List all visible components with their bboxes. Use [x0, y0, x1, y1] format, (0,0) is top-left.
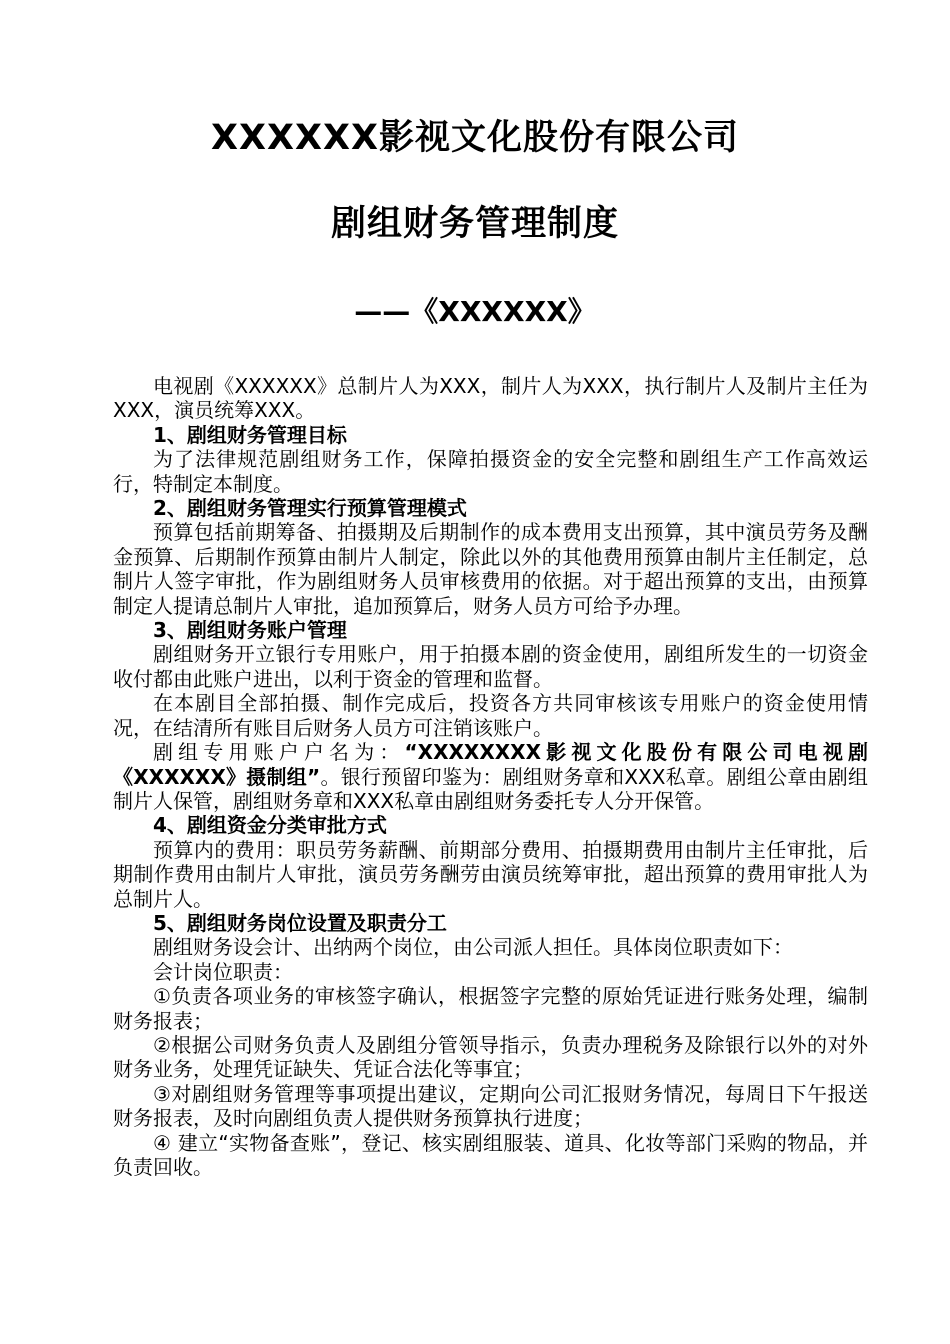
section-5-heading: 5、剧组财务岗位设置及职责分工 — [153, 910, 447, 935]
document-subtitle: ——《XXXXXX》 — [354, 295, 596, 328]
section-5-paragraph-1: 剧组财务设会计、出纳两个岗位，由公司派人担任。具体岗位职责如下： — [153, 935, 793, 960]
section-1-heading: 1、剧组财务管理目标 — [153, 422, 347, 447]
section-3-paragraph-1: 剧组财务开立银行专用账户，用于拍摄本剧的资金使用，剧组所发生的一切资金收付都由此账户进出，以利于资金的管理和监督。 — [113, 642, 868, 691]
account-name-label: 剧组专用账户户名为： — [153, 740, 405, 765]
section-1-paragraph: 为了法律规范剧组财务工作，保障拍摄资金的安全完整和剧组生产工作高效运行，特制定本制度。 — [113, 447, 868, 496]
document-body — [113, 374, 868, 1179]
section-4-heading: 4、剧组资金分类审批方式 — [153, 813, 387, 838]
company-title: XXXXXX影视文化股份有限公司 — [211, 118, 739, 158]
duty-item-1: ①负责各项业务的审核签字确认，根据签字完整的原始凭证进行账务处理，编制财务报表； — [113, 984, 868, 1033]
section-5-paragraph-2: 会计岗位职责： — [153, 959, 293, 984]
duty-item-3: ③对剧组财务管理等事项提出建议，定期向公司汇报财务情况，每周日下午报送财务报表，及时向剧组负责人提供财务预算执行进度； — [113, 1081, 868, 1131]
section-4-paragraph: 预算内的费用：职员劳务薪酬、前期部分费用、拍摄期费用由制片主任审批，后期制作费用由制片人审批，演员劳务酬劳由演员统筹审批，超出预算的费用审批人为总制片人。 — [113, 837, 868, 911]
section-2-heading: 2、剧组财务管理实行预算管理模式 — [153, 496, 467, 521]
section-2-paragraph: 预算包括前期筹备、拍摄期及后期制作的成本费用支出预算，其中演员劳务及酬金预算、后期制作预算由制片人制定，除此以外的其他费用预算由制片主任制定，总制片人签字审批，作为剧组财务人员审核费用的依据。对于超出预算的支出，由预算制定人提请总制片人审批，追加预算后，财务人员方可给予办理。 — [113, 520, 868, 618]
section-3-heading: 3、剧组财务账户管理 — [153, 618, 347, 643]
intro-paragraph: 电视剧《XXXXXX》总制片人为XXX，制片人为XXX，执行制片人及制片主任为XXX，演员统筹XXX。 — [113, 374, 868, 423]
account-seal-text: 。银行预留印鉴为：剧组财务章和XXX私章。剧组公章由剧组制片人保管，剧组财务章和XXX私章由剧组财务委托专人分开保管。 — [113, 764, 868, 813]
duty-item-4: ④ 建立“实物备查账”，登记、核实剧组服装、道具、化妆等部门采购的物品，并负责回收。 — [113, 1130, 868, 1179]
section-3-paragraph-2: 在本剧目全部拍摄、制作完成后，投资各方共同审核该专用账户的资金使用情况，在结清所有账目后财务人员方可注销该账户。 — [113, 691, 868, 740]
account-name-value: “XXXXXXXX影视文化股份有限公司电视剧《XXXXXX》摄制组” — [113, 740, 868, 789]
document-title: 剧组财务管理制度 — [330, 204, 619, 244]
duty-item-2: ②根据公司财务负责人及剧组分管领导指示，负责办理税务及除银行以外的对外财务业务，处理凭证缺失、凭证合法化等事宜； — [113, 1032, 868, 1082]
section-3-paragraph-3 — [113, 740, 868, 813]
